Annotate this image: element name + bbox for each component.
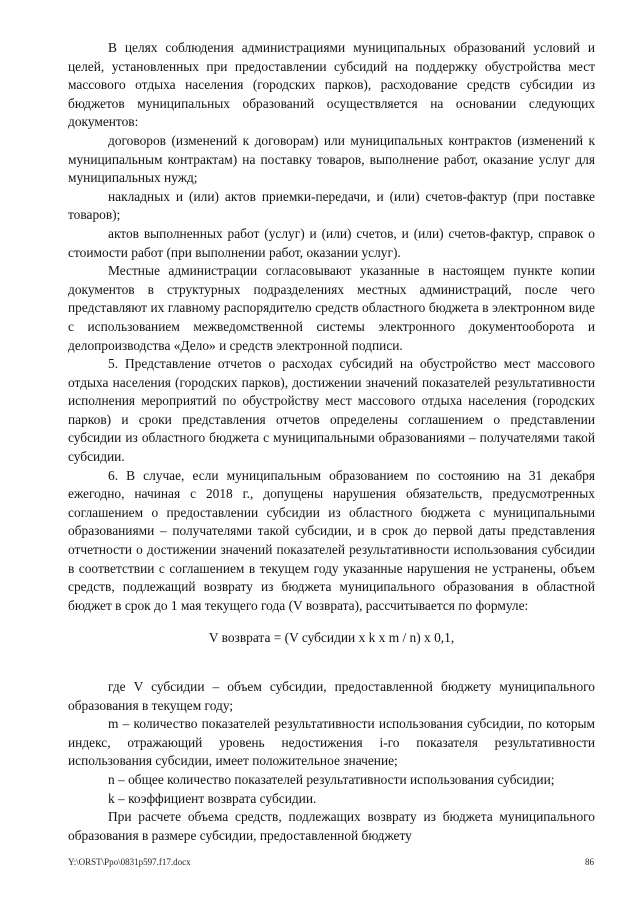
definition-v-subsidy: где V субсидии – объем субсидии, предоставленной бюджету муниципального образования в текущем году; xyxy=(68,679,595,713)
definition-n: n – общее количество показателей результативности использования субсидии; xyxy=(108,771,555,787)
paragraph-calculation: При расчете объема средств, подлежащих возврату из бюджета муниципального образования в размере субсидии, предоставленной бюджету xyxy=(68,809,595,843)
list-item-acts: актов выполненных работ (услуг) и (или) счетов, и (или) счетов-фактур, справок о стоимости работ (при выполнении работ, оказании услуг). xyxy=(68,225,595,260)
paragraph-intro: В целях соблюдения администрациями муниципальных образований условий и целей, установленных при предоставлении субсидий на поддержку обустройства мест массового отдыха населения (городских парков), расходование средств субсидии из бюджетов муниципальных образований осуществляется на основании следующих документов: xyxy=(68,40,595,130)
page-footer xyxy=(68,856,594,868)
document-body xyxy=(68,39,595,845)
refund-formula: V возврата = (V субсидии х k х m / n) х 0,1, xyxy=(208,630,455,646)
definition-k: k – коэффициент возврата субсидии. xyxy=(108,790,317,806)
footer-file-path: Y:\ORST\Ppo\0831p597.f17.docx xyxy=(68,857,191,867)
list-item-contracts: договоров (изменений к договорам) или муниципальных контрактов (изменений к муниципальным контрактам) на поставку товаров, выполнение работ, оказание услуг для муниципальных нужд; xyxy=(68,132,595,186)
definition-m: m – количество показателей результативности использования субсидии, по которым индекс, отражающий уровень недостижения i-го показателя результативности использования субсидии, имеет положительное значение; xyxy=(68,716,595,769)
paragraph-approval: Местные администрации согласовывают указанные в настоящем пункте копии документов в структурных подразделениях местных администраций, после чего представляют их главному распорядителю средств областного бюджета в электронном виде с использованием межведомственной системы электронного документооборота и делопроизводства «Дело» и средств электронной подписи. xyxy=(68,263,595,353)
paragraph-section-6: 6. В случае, если муниципальным образованием по состоянию на 31 декабря ежегодно, начиная с 2018 г., допущены нарушения обязательств, предусмотренных соглашением о предоставлении субсидии из областного бюджета с муниципальными образованиями – получателями такой субсидии, и в срок до первой даты представления отчетности о достижении значений показателей результативности использования субсидии в соответствии с соглашением в текущем году указанные нарушения не устранены, объем средств, подлежащий возврату из бюджета муниципального образования в областной бюджет в срок до 1 мая текущего года (V возврата), рассчитывается по формуле: xyxy=(68,467,595,613)
list-item-invoices: накладных и (или) актов приемки-передачи, и (или) счетов-фактур (при поставке товаров); xyxy=(68,188,595,223)
paragraph-section-5: 5. Представление отчетов о расходах субсидий на обустройство мест массового отдыха населения (городских парков), достижении значений показателей результативности исполнения мероприятий по обустройству мест массового отдыха населения (городских парков) и сроки представления отчетов определены соглашением о представлении субсидии из областного бюджета с муниципальными образованиями – получателями такой субсидии. xyxy=(68,356,595,465)
page-number: 86 xyxy=(585,857,594,867)
